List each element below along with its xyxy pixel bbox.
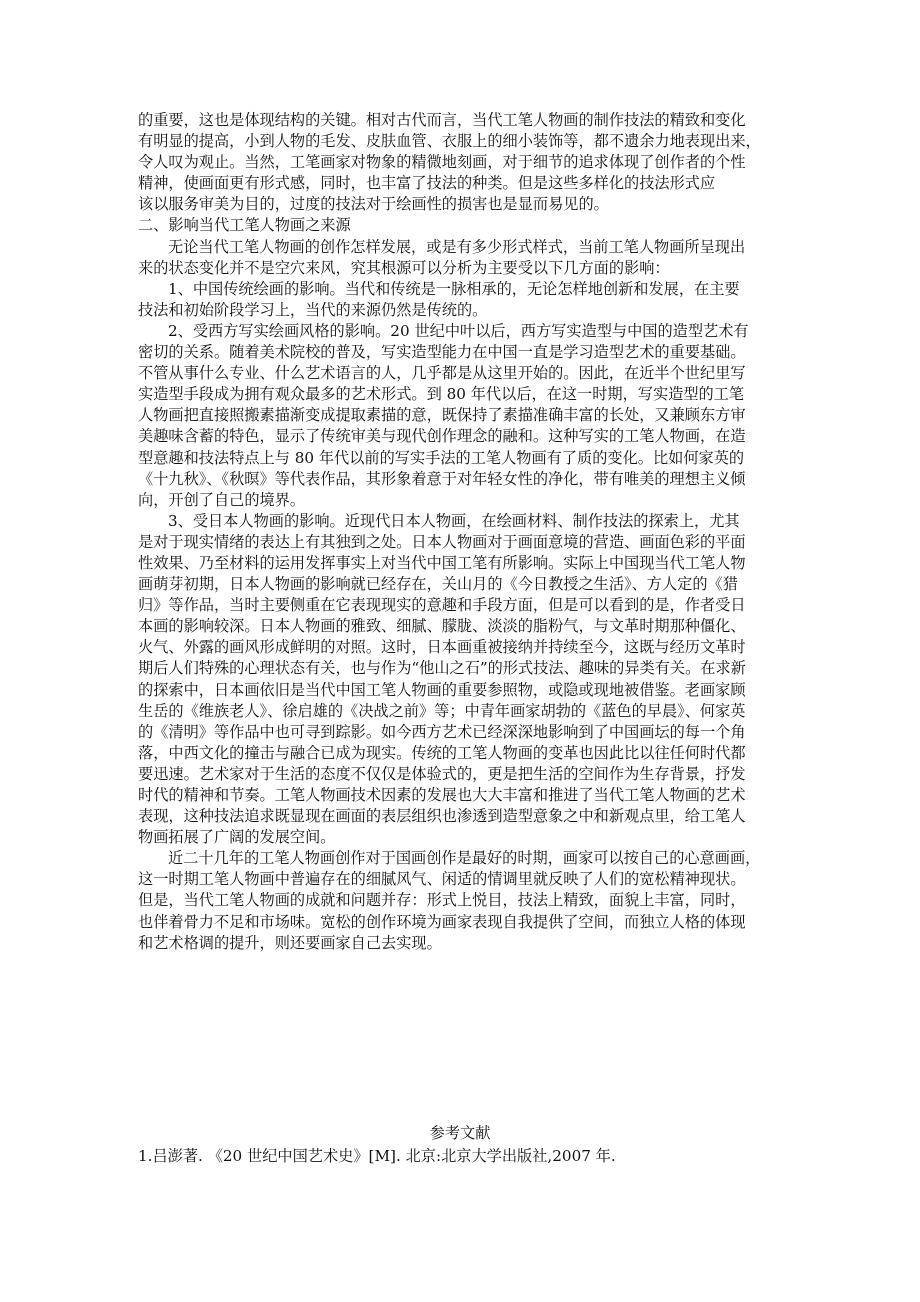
text-line: 的探索中，日本画依旧是当代中国工笔人物画的重要参照物，或隐或现地被借鉴。老画家顾 [138, 680, 746, 699]
text-line: 向，开创了自己的境界。 [138, 490, 306, 509]
text-line: 精神，使画面更有形式感，同时，也丰富了技法的种类。但是这些多样化的技法形式应 [138, 174, 716, 193]
text-line: 技法和初始阶段学习上，当代的来源仍然是传统的。 [138, 300, 488, 319]
document-body [138, 110, 798, 954]
point-1-paragraph [138, 279, 798, 321]
text-line: 近二十几年的工笔人物画创作对于国画创作是最好的时期，画家可以按自己的心意画画， [168, 849, 761, 868]
text-line: 归》等作品，当时主要侧重在它表现现实的意趣和手段方面，但是可以看到的是，作者受日 [138, 596, 746, 615]
text-line: 落，中西文化的撞击与融合已成为现实。传统的工笔人物画的变革也因此比以往任何时代都 [138, 743, 746, 762]
text-line: 2、受西方写实绘画风格的影响。20 世纪中叶以后，西方写实造型与中国的造型艺术有 [168, 321, 749, 340]
text-line: 有明显的提高，小到人物的毛发、皮肤血管、衣服上的细小装饰等，都不遗余力地表现出来， [138, 132, 761, 151]
text-line: 要迅速。艺术家对于生活的态度不仅仅是体验式的，更是把生活的空间作为生存背景，抒发 [138, 764, 746, 783]
intro-paragraph [138, 110, 798, 215]
text-line: 美趣味含蓄的特色，显示了传统审美与现代创作理念的融和。这种写实的工笔人物画，在造 [138, 427, 746, 446]
text-line: 无论当代工笔人物画的创作怎样发展，或是有多少形式样式，当前工笔人物画所呈现出 [168, 237, 746, 256]
text-line: 是对于现实情绪的表达上有其独到之处。日本人物画对于画面意境的营造、画面色彩的平面 [138, 532, 746, 551]
text-line: 型意趣和技法特点上与 80 年代以前的写实手法的工笔人物画有了质的变化。比如何家英的 [138, 448, 745, 467]
point-3-paragraph [138, 511, 798, 849]
text-line: 生岳的《维族老人》、徐启雄的《决战之前》等；中青年画家胡勃的《蓝色的早晨》、何家英 [138, 701, 746, 720]
text-line: 令人叹为观止。当然，工笔画家对物象的精微地刻画，对于细节的追求体现了创作者的个性 [138, 153, 746, 172]
text-line: 密切的关系。随着美术院校的普及，写实造型能力在中国一直是学习造型艺术的重要基础。 [138, 343, 746, 362]
text-line: 期后人们特殊的心理状态有关，也与作为“他山之石”的形式技法、趣味的异类有关。在求新 [138, 659, 746, 678]
text-line: 和艺术格调的提升，则还要画家自己去实现。 [138, 933, 442, 952]
text-line: 《十九秋》、《秋暝》等代表作品，其形象着意于对年轻女性的净化，带有唯美的理想主义倾 [138, 469, 746, 488]
text-line: 火气、外露的画风形成鲜明的对照。这时，日本画重被接纳并持续至今，这既与经历文革时 [138, 638, 746, 657]
point-2-paragraph [138, 321, 798, 511]
text-line: 本画的影响较深。日本人物画的雅致、细腻、朦胧、淡淡的脂粉气，与文革时期那种僵化、 [138, 617, 746, 636]
text-line: 物画拓展了广阔的发展空间。 [138, 828, 336, 847]
references-heading: 参考文献 [429, 1124, 491, 1142]
section-intro-paragraph [138, 237, 798, 279]
text-line: 1、中国传统绘画的影响。当代和传统是一脉相承的，无论怎样地创新和发展，在主要 [168, 279, 740, 298]
text-line: 也伴着骨力不足和市场味。宽松的创作环境为画家表现自我提供了空间，而独立人格的体现 [138, 912, 746, 931]
text-line: 这一时期工笔人物画中普遍存在的细腻风气、闲适的情调里就反映了人们的宽松精神现状。 [138, 870, 746, 889]
text-line: 不管从事什么专业、什么艺术语言的人，几乎都是从这里开始的。因此，在近半个世纪里写 [138, 364, 746, 383]
text-line: 画萌芽初期，日本人物画的影响就已经存在，关山月的《今日教授之生活》、方人定的《猎 [138, 575, 738, 594]
text-line: 来的状态变化并不是空穴来风，究其根源可以分析为主要受以下几方面的影响： [138, 258, 670, 277]
text-line: 该以服务审美为目的，过度的技法对于绘画性的损害也是显而易见的。 [138, 195, 609, 214]
text-line: 的《清明》等作品中也可寻到踪影。如今西方艺术已经深深地影响到了中国画坛的每一个角 [138, 722, 746, 741]
text-line: 的重要，这也是体现结构的关键。相对古代而言，当代工笔人物画的制作技法的精致和变化 [138, 111, 746, 129]
text-line: 3、受日本人物画的影响。近现代日本人物画，在绘画材料、制作技法的探索上，尤其 [168, 511, 740, 530]
text-line: 人物画把直接照搬素描渐变成提取素描的意，既保持了素描准确丰富的长处，又兼顾东方审 [138, 406, 746, 425]
text-line: 性效果、乃至材料的运用发挥事实上对当代中国工笔有所影响。实际上中国现当代工笔人物 [138, 553, 746, 572]
text-line: 但是，当代工笔人物画的成就和问题并存：形式上悦目，技法上精致，面貌上丰富，同时， [138, 891, 746, 910]
text-line: 表现，这种技法追求既显现在画面的表层组织也渗透到造型意象之中和新观点里，给工笔人 [138, 807, 746, 826]
section-heading: 二、影响当代工笔人物画之来源 [138, 216, 351, 235]
text-line: 实造型手段成为拥有观众最多的艺术形式。到 80 年代以后，在这一时期，写实造型的工笔 [138, 385, 745, 404]
conclusion-paragraph [138, 848, 798, 953]
text-line: 时代的精神和节奏。工笔人物画技术因素的发展也大大丰富和推进了当代工笔人物画的艺术 [138, 786, 746, 804]
reference-item: 1.吕澎著. 《20 世纪中国艺术史》[M]. 北京:北京大学出版社,2007 年. [138, 1147, 616, 1165]
